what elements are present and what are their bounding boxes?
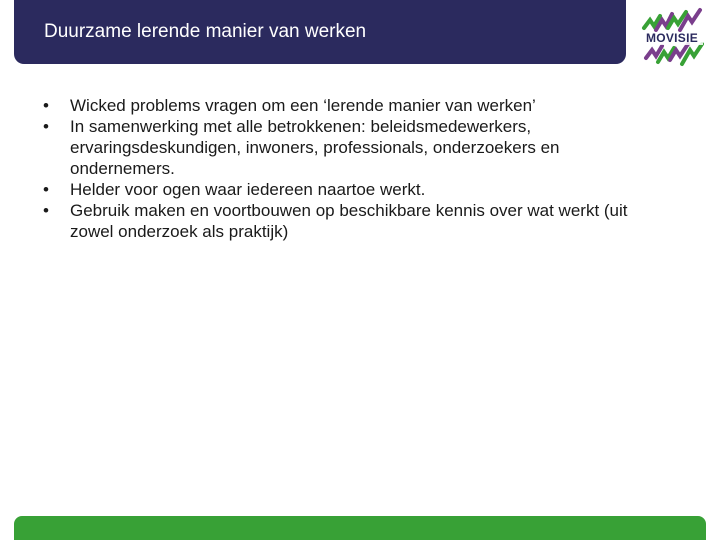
bullet-text: Gebruik maken en voortbouwen op beschikbare kennis over wat werkt (uit zowel onderzoek als praktijk) [70,201,628,241]
slide-title: Duurzame lerende manier van werken [44,21,367,42]
bullet-icon: • [43,201,49,220]
bullet-text: In samenwerking met alle betrokkenen: beleidsmedewerkers, ervaringsdeskundigen, inwoners, professionals, onderzoekers en ondernemers. [70,117,560,178]
bullet-icon: • [43,117,49,136]
bullet-item [40,179,640,200]
bullet-text: Wicked problems vragen om een ‘lerende manier van werken’ [70,96,536,115]
logo-text: MOVISIE [641,32,703,45]
footer-bar [14,516,706,540]
movisie-logo-icon [640,6,704,68]
bullet-item [40,116,640,179]
bullet-list [40,95,640,242]
bullet-icon: • [43,180,49,199]
bullet-icon: • [43,96,49,115]
slide-title-bar [14,0,626,64]
bullet-item [40,95,640,116]
bullet-text: Helder voor ogen waar iedereen naartoe werkt. [70,180,426,199]
bullet-item [40,200,640,242]
